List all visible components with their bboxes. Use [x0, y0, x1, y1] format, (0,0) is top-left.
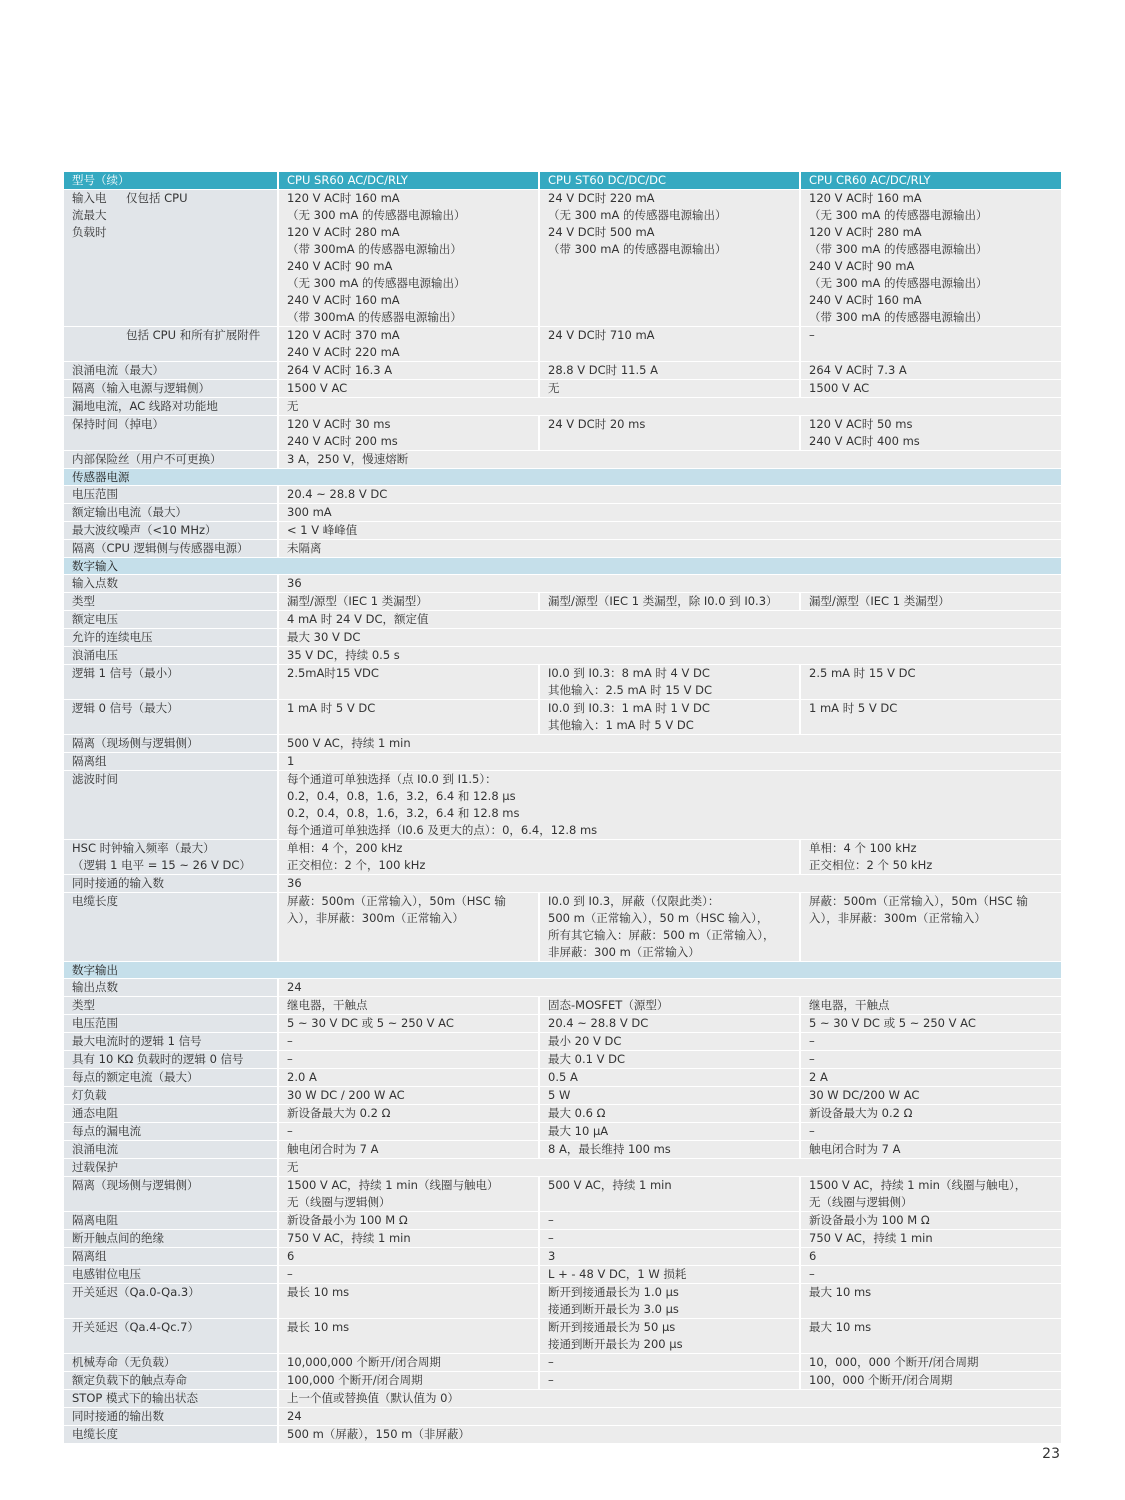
table-row — [64, 629, 1061, 647]
row-label: 同时接通的输出数 — [64, 1408, 279, 1426]
value-st60: 漏型/源型（IEC 1 类漏型，除 I0.0 到 I0.3） — [540, 593, 801, 611]
table-row — [64, 1105, 1061, 1123]
value-st60: L + - 48 V DC，1 W 损耗 — [540, 1266, 801, 1284]
section-header-row — [64, 558, 1061, 575]
table-row — [64, 753, 1061, 771]
table-row — [64, 1266, 1061, 1284]
value-sr60: 漏型/源型（IEC 1 类漏型） — [279, 593, 540, 611]
value-cr60: 2.5 mA 时 15 V DC — [801, 665, 1061, 700]
table-row — [64, 593, 1061, 611]
table-row — [64, 997, 1061, 1015]
value-st60: 28.8 V DC时 11.5 A — [540, 362, 801, 380]
row-label: 浪涌电压 — [64, 647, 279, 665]
table-row — [64, 771, 1061, 840]
row-label: 灯负载 — [64, 1087, 279, 1105]
table-row — [64, 1230, 1061, 1248]
value-sr60: 新设备最小为 100 M Ω — [279, 1212, 540, 1230]
table-row — [64, 362, 1061, 380]
section-title: 数字输出 — [64, 962, 1061, 979]
row-label — [64, 327, 279, 362]
value-st60: – — [540, 1212, 801, 1230]
value-cr60: 触电闭合时为 7 A — [801, 1141, 1061, 1159]
value-cr60: – — [801, 1033, 1061, 1051]
value-st60: 无 — [540, 380, 801, 398]
value-st60: – — [540, 1230, 801, 1248]
row-label: 隔离（现场侧与逻辑侧） — [64, 735, 279, 753]
value-st60: 最大 0.6 Ω — [540, 1105, 801, 1123]
table-row — [64, 540, 1061, 558]
value-st60: 8 A，最长维持 100 ms — [540, 1141, 801, 1159]
value-st60: 20.4 ~ 28.8 V DC — [540, 1015, 801, 1033]
value-cr60: 单相：4 个 100 kHz 正交相位：2 个 50 kHz — [801, 840, 1061, 875]
value-sr60: 1 mA 时 5 V DC — [279, 700, 540, 735]
row-label: 隔离组 — [64, 1248, 279, 1266]
value-st60: – — [540, 1372, 801, 1390]
value-sr60: 10,000,000 个断开/闭合周期 — [279, 1354, 540, 1372]
value-cr60: 屏蔽：500m（正常输入），50m（HSC 输入），非屏蔽：300m（正常输入） — [801, 893, 1061, 962]
page-number: 23 — [1042, 1446, 1060, 1462]
value-sr60: 2.0 A — [279, 1069, 540, 1087]
value-st60: 24 V DC时 20 ms — [540, 416, 801, 451]
section-title: 数字输入 — [64, 558, 1061, 575]
header-cpu-sr60: CPU SR60 AC/DC/RLY — [279, 172, 540, 190]
row-label: 电缆长度 — [64, 893, 279, 962]
table-row — [64, 735, 1061, 753]
table-row — [64, 504, 1061, 522]
value-st60: 固态-MOSFET（源型） — [540, 997, 801, 1015]
value-all-models: 36 — [279, 875, 1061, 893]
row-label: 内部保险丝（用户不可更换） — [64, 451, 279, 469]
value-sr60: 30 W DC / 200 W AC — [279, 1087, 540, 1105]
row-label: HSC 时钟输入频率（最大） （逻辑 1 电平 = 15 ~ 26 V DC） — [64, 840, 279, 875]
table-row — [64, 893, 1061, 962]
value-all-models: 24 — [279, 979, 1061, 997]
value-st60: I0.0 到 I0.3：8 mA 时 4 V DC 其他输入：2.5 mA 时 15 V DC — [540, 665, 801, 700]
table-row — [64, 1212, 1061, 1230]
value-sr60: – — [279, 1266, 540, 1284]
header-cpu-cr60: CPU CR60 AC/DC/RLY — [801, 172, 1061, 190]
value-cr60: 100，000 个断开/闭合周期 — [801, 1372, 1061, 1390]
value-cr60: 新设备最小为 100 M Ω — [801, 1212, 1061, 1230]
value-st60: 最小 20 V DC — [540, 1033, 801, 1051]
row-label: 浪涌电流 — [64, 1141, 279, 1159]
value-cr60: – — [801, 1051, 1061, 1069]
value-all-models: 未隔离 — [279, 540, 1061, 558]
row-label: 隔离（CPU 逻辑侧与传感器电源） — [64, 540, 279, 558]
value-st60: – — [540, 1354, 801, 1372]
table-row — [64, 611, 1061, 629]
value-all-models: 500 V AC，持续 1 min — [279, 735, 1061, 753]
row-label: 电感钳位电压 — [64, 1266, 279, 1284]
value-st60: 最大 10 μA — [540, 1123, 801, 1141]
table-row — [64, 190, 1061, 327]
row-label: 滤波时间 — [64, 771, 279, 840]
value-sr60: 最长 10 ms — [279, 1319, 540, 1354]
table-row — [64, 875, 1061, 893]
value-cr60: – — [801, 327, 1061, 362]
table-row — [64, 416, 1061, 451]
value-st60: I0.0 到 I0.3：1 mA 时 1 V DC 其他输入：1 mA 时 5 V DC — [540, 700, 801, 735]
value-sr60: – — [279, 1123, 540, 1141]
value-sr60: 750 V AC，持续 1 min — [279, 1230, 540, 1248]
value-all-models: 3 A，250 V，慢速熔断 — [279, 451, 1061, 469]
value-cr60: 2 A — [801, 1069, 1061, 1087]
row-label: 类型 — [64, 997, 279, 1015]
value-st60: 3 — [540, 1248, 801, 1266]
value-all-models: 4 mA 时 24 V DC，额定值 — [279, 611, 1061, 629]
value-st60: 500 V AC，持续 1 min — [540, 1177, 801, 1212]
row-label: 类型 — [64, 593, 279, 611]
section-header-row — [64, 469, 1061, 486]
row-label: 隔离（现场侧与逻辑侧） — [64, 1177, 279, 1212]
table-row — [64, 1069, 1061, 1087]
row-label: 开关延迟（Qa.4-Qc.7） — [64, 1319, 279, 1354]
value-sr60: 最长 10 ms — [279, 1284, 540, 1319]
row-label: 过载保护 — [64, 1159, 279, 1177]
row-label: 每点的额定电流（最大） — [64, 1069, 279, 1087]
row-label: 额定电压 — [64, 611, 279, 629]
value-cr60: 最大 10 ms — [801, 1284, 1061, 1319]
value-cr60: 继电器，干触点 — [801, 997, 1061, 1015]
row-label: 最大电流时的逻辑 1 信号 — [64, 1033, 279, 1051]
table-row — [64, 522, 1061, 540]
table-row — [64, 700, 1061, 735]
row-label: 逻辑 0 信号（最大） — [64, 700, 279, 735]
row-label — [64, 190, 279, 327]
table-row — [64, 1123, 1061, 1141]
table-row — [64, 1426, 1061, 1444]
table-row — [64, 1033, 1061, 1051]
value-all-models: 24 — [279, 1408, 1061, 1426]
value-st60: I0.0 到 I0.3，屏蔽（仅限此类）： 500 m（正常输入），50 m（HSC 输入）， 所有其它输入：屏蔽：500 m（正常输入）， 非屏蔽：300 m（正常输入） — [540, 893, 801, 962]
value-cr60: 120 V AC时 50 ms 240 V AC时 400 ms — [801, 416, 1061, 451]
table-row — [64, 1141, 1061, 1159]
row-label: 每点的漏电流 — [64, 1123, 279, 1141]
row-label-split — [72, 327, 271, 344]
table-row — [64, 1051, 1061, 1069]
row-label: 保持时间（掉电） — [64, 416, 279, 451]
value-sr60: 100,000 个断开/闭合周期 — [279, 1372, 540, 1390]
value-sr60: 120 V AC时 370 mA 240 V AC时 220 mA — [279, 327, 540, 362]
table-row — [64, 327, 1061, 362]
value-sr60: 120 V AC时 160 mA （无 300 mA 的传感器电源输出） 120 V AC时 280 mA （带 300mA 的传感器电源输出） 240 V AC时 90 mA （无 300 mA 的传感器电源输出） 240 V AC时 160 mA （带 300mA 的传感器电源输出） — [279, 190, 540, 327]
table-row — [64, 451, 1061, 469]
row-label: 漏地电流，AC 线路对功能地 — [64, 398, 279, 416]
row-label: 断开触点间的绝缘 — [64, 1230, 279, 1248]
value-sr60: 264 V AC时 16.3 A — [279, 362, 540, 380]
table-row — [64, 979, 1061, 997]
value-sr60: 屏蔽：500m（正常输入），50m（HSC 输入），非屏蔽：300m（正常输入） — [279, 893, 540, 962]
value-cr60: 1500 V AC，持续 1 min（线圈与触电）， 无（线圈与逻辑侧） — [801, 1177, 1061, 1212]
table-row — [64, 486, 1061, 504]
value-all-models: 最大 30 V DC — [279, 629, 1061, 647]
row-label-split — [72, 190, 271, 241]
row-label: 输入点数 — [64, 575, 279, 593]
value-sr60: – — [279, 1051, 540, 1069]
value-all-models: 300 mA — [279, 504, 1061, 522]
row-label: 隔离（输入电源与逻辑侧） — [64, 380, 279, 398]
value-all-models: 无 — [279, 1159, 1061, 1177]
value-all-models: 20.4 ~ 28.8 V DC — [279, 486, 1061, 504]
value-all-models: 每个通道可单独选择（点 I0.0 到 I1.5）： 0.2，0.4，0.8，1.6，3.2，6.4 和 12.8 μs 0.2，0.4，0.8，1.6，3.2，6.4 和 12.8 ms 每个通道可单独选择（I0.6 及更大的点）：0，6.4，12.8 ms — [279, 771, 1061, 840]
table-row — [64, 840, 1061, 875]
table-row — [64, 1319, 1061, 1354]
value-all-models: 35 V DC，持续 0.5 s — [279, 647, 1061, 665]
value-cr60: 6 — [801, 1248, 1061, 1266]
row-label-group — [72, 327, 126, 344]
table-row — [64, 1408, 1061, 1426]
row-label: 允许的连续电压 — [64, 629, 279, 647]
value-sr60: 触电闭合时为 7 A — [279, 1141, 540, 1159]
value-cr60: 1500 V AC — [801, 380, 1061, 398]
row-label: 具有 10 KΩ 负载时的逻辑 0 信号 — [64, 1051, 279, 1069]
value-cr60: 120 V AC时 160 mA （无 300 mA 的传感器电源输出） 120 V AC时 280 mA （带 300 mA 的传感器电源输出） 240 V AC时 90 mA （无 300 mA 的传感器电源输出） 240 V AC时 160 mA （带 300 mA 的传感器电源输出） — [801, 190, 1061, 327]
value-all-models: 无 — [279, 398, 1061, 416]
value-sr60: 5 ~ 30 V DC 或 5 ~ 250 V AC — [279, 1015, 540, 1033]
value-st60: 0.5 A — [540, 1069, 801, 1087]
value-sr60: 6 — [279, 1248, 540, 1266]
table-row — [64, 665, 1061, 700]
spec-table — [64, 172, 1061, 1444]
row-label: 逻辑 1 信号（最小） — [64, 665, 279, 700]
value-st60: 5 W — [540, 1087, 801, 1105]
row-label-sub: 仅包括 CPU — [126, 191, 188, 205]
row-label: 额定负载下的触点寿命 — [64, 1372, 279, 1390]
value-sr60: 120 V AC时 30 ms 240 V AC时 200 ms — [279, 416, 540, 451]
table-row — [64, 1390, 1061, 1408]
value-cr60: 新设备最大为 0.2 Ω — [801, 1105, 1061, 1123]
row-label: 电压范围 — [64, 486, 279, 504]
value-cr60: 最大 10 ms — [801, 1319, 1061, 1354]
value-sr60: 1500 V AC，持续 1 min（线圈与触电） 无（线圈与逻辑侧） — [279, 1177, 540, 1212]
value-cr60: 30 W DC/200 W AC — [801, 1087, 1061, 1105]
table-row — [64, 575, 1061, 593]
value-all-models: 上一个值或替换值（默认值为 0） — [279, 1390, 1061, 1408]
table-row — [64, 1159, 1061, 1177]
row-label: 隔离组 — [64, 753, 279, 771]
value-st60: 24 V DC时 220 mA （无 300 mA 的传感器电源输出） 24 V DC时 500 mA （带 300 mA 的传感器电源输出） — [540, 190, 801, 327]
value-cr60: 漏型/源型（IEC 1 类漏型） — [801, 593, 1061, 611]
row-label: 最大波纹噪声（<10 MHz） — [64, 522, 279, 540]
header-cpu-st60: CPU ST60 DC/DC/DC — [540, 172, 801, 190]
value-all-models: 1 — [279, 753, 1061, 771]
value-sr60-st60: 单相：4 个，200 kHz 正交相位：2 个，100 kHz — [279, 840, 801, 875]
value-all-models: 36 — [279, 575, 1061, 593]
value-sr60: 2.5mA时15 VDC — [279, 665, 540, 700]
value-sr60: – — [279, 1033, 540, 1051]
section-header-row — [64, 962, 1061, 979]
row-label: 开关延迟（Qa.0-Qa.3） — [64, 1284, 279, 1319]
value-all-models: 500 m（屏蔽），150 m（非屏蔽） — [279, 1426, 1061, 1444]
value-sr60: 新设备最大为 0.2 Ω — [279, 1105, 540, 1123]
table-row — [64, 1015, 1061, 1033]
row-label: 机械寿命（无负载） — [64, 1354, 279, 1372]
table-row — [64, 1354, 1061, 1372]
value-st60: 断开到接通最长为 50 μs 接通到断开最长为 200 μs — [540, 1319, 801, 1354]
table-row — [64, 398, 1061, 416]
spec-table-body — [64, 190, 1061, 1444]
row-label: 输出点数 — [64, 979, 279, 997]
table-header-row — [64, 172, 1061, 190]
value-all-models: < 1 V 峰峰值 — [279, 522, 1061, 540]
value-cr60: 10，000，000 个断开/闭合周期 — [801, 1354, 1061, 1372]
value-cr60: 750 V AC，持续 1 min — [801, 1230, 1061, 1248]
value-cr60: 264 V AC时 7.3 A — [801, 362, 1061, 380]
row-label: STOP 模式下的输出状态 — [64, 1390, 279, 1408]
row-label: 同时接通的输入数 — [64, 875, 279, 893]
table-row — [64, 1284, 1061, 1319]
value-sr60: 继电器，干触点 — [279, 997, 540, 1015]
section-title: 传感器电源 — [64, 469, 1061, 486]
value-st60: 断开到接通最长为 1.0 μs 接通到断开最长为 3.0 μs — [540, 1284, 801, 1319]
row-label: 通态电阻 — [64, 1105, 279, 1123]
row-label: 隔离电阻 — [64, 1212, 279, 1230]
table-row — [64, 1087, 1061, 1105]
value-cr60: – — [801, 1266, 1061, 1284]
table-row — [64, 1372, 1061, 1390]
value-st60: 24 V DC时 710 mA — [540, 327, 801, 362]
header-model: 型号（续） — [64, 172, 279, 190]
row-label: 浪涌电流（最大） — [64, 362, 279, 380]
table-row — [64, 1248, 1061, 1266]
row-label-group: 输入电 流最大 负载时 — [72, 191, 107, 239]
row-label: 额定输出电流（最大） — [64, 504, 279, 522]
value-cr60: 5 ~ 30 V DC 或 5 ~ 250 V AC — [801, 1015, 1061, 1033]
value-st60: 最大 0.1 V DC — [540, 1051, 801, 1069]
table-row — [64, 380, 1061, 398]
value-cr60: 1 mA 时 5 V DC — [801, 700, 1061, 735]
row-label: 电压范围 — [64, 1015, 279, 1033]
row-label: 电缆长度 — [64, 1426, 279, 1444]
table-row — [64, 1177, 1061, 1212]
table-row — [64, 647, 1061, 665]
row-label-sub: 包括 CPU 和所有扩展附件 — [126, 328, 261, 342]
value-cr60: – — [801, 1123, 1061, 1141]
value-sr60: 1500 V AC — [279, 380, 540, 398]
